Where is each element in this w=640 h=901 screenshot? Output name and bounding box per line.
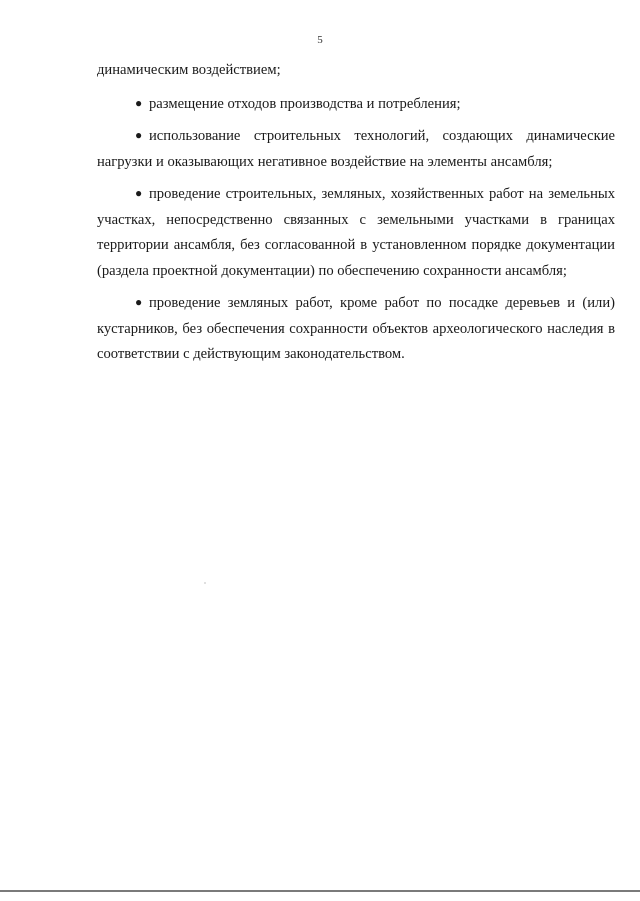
bullet-icon: ●	[135, 186, 143, 200]
page-number: 5	[317, 34, 323, 46]
list-item	[97, 290, 615, 368]
bullet-icon: ●	[135, 295, 143, 309]
scan-artifact	[204, 582, 206, 584]
page-bottom-edge	[0, 890, 640, 892]
bullet-icon: ●	[135, 128, 143, 142]
bullet-icon: ●	[135, 95, 143, 110]
list-item-text: проведение земляных работ, кроме работ по посадке деревьев и (или) кустарников, без обеспечения сохранности объектов археологического наследия в соответствии с действующим законодательством.	[97, 295, 615, 362]
document-body	[97, 58, 615, 374]
list-item-text: размещение отходов производства и потребления;	[149, 95, 461, 112]
list-item	[97, 91, 615, 118]
continuation-text: динамическим воздействием;	[97, 62, 281, 78]
list-item	[97, 181, 615, 284]
list-item-text: использование строительных технологий, создающих динамические нагрузки и оказывающих негативное воздействие на элементы ансамбля;	[97, 128, 615, 170]
list-item-text: проведение строительных, земляных, хозяйственных работ на земельных участках, непосредственно связанных с земельными участками в границах территории ансамбля, без согласованной в установленном порядке документации (раздела проектной документации) по обеспечению сохранности ансамбля;	[97, 186, 615, 279]
list-item	[97, 123, 615, 175]
